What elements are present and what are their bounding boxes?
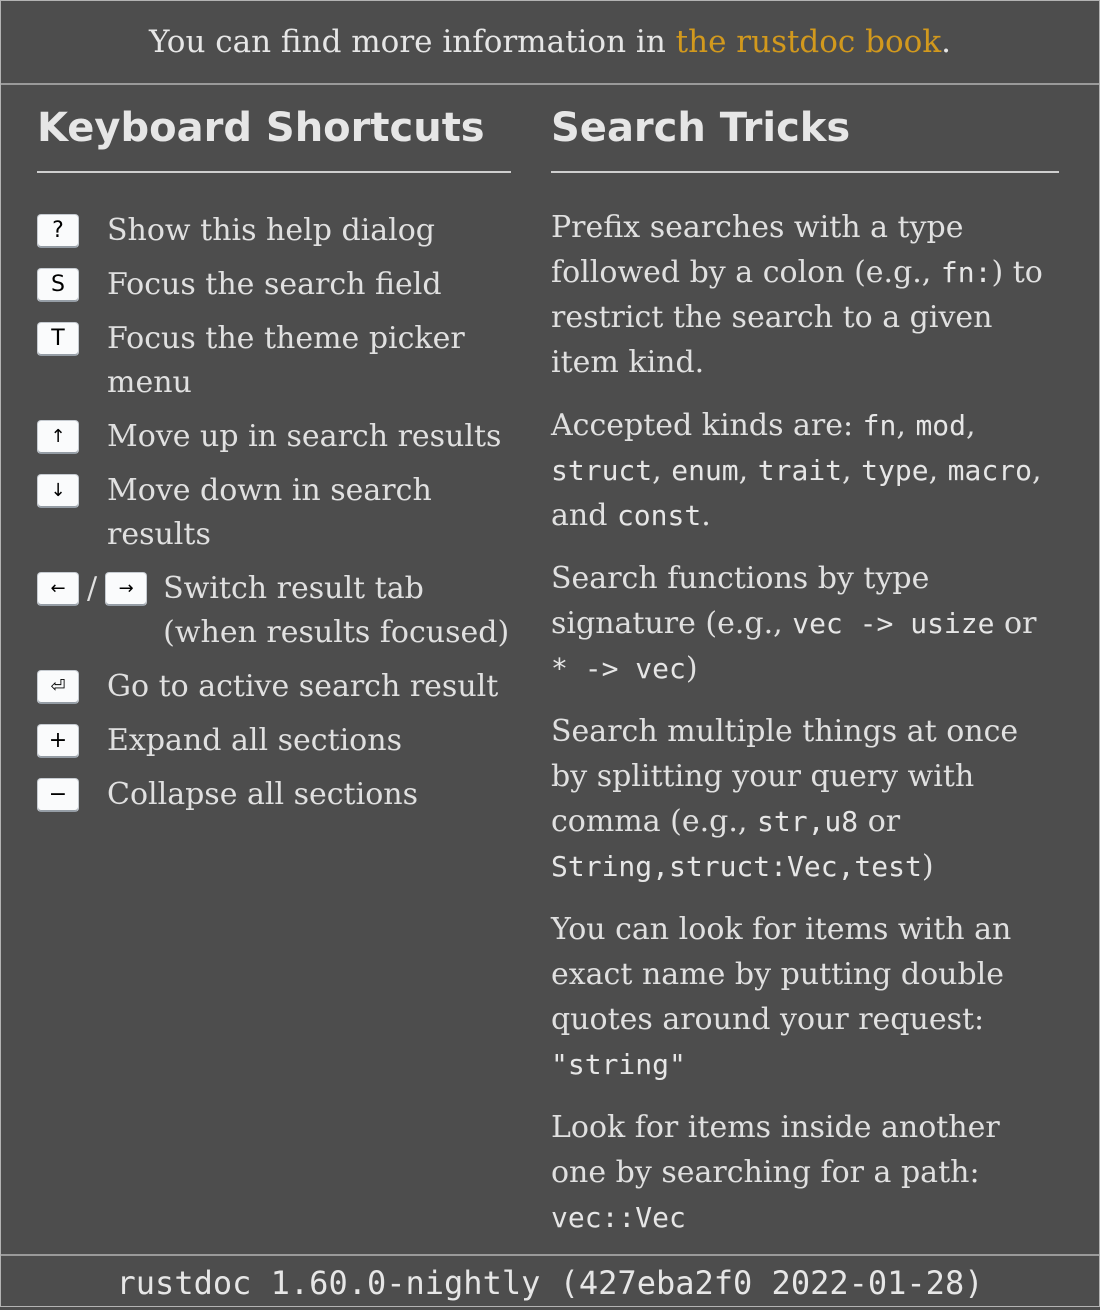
t-key: T <box>37 322 79 356</box>
question-key: ? <box>37 214 79 248</box>
code-snippet: fn: <box>940 256 992 289</box>
shortcut-label: Switch result tab (when results focused) <box>163 571 510 650</box>
minus-key: − <box>37 778 79 812</box>
shortcut-expand <box>37 719 511 763</box>
tip-type-prefix: Prefix searches with a type followed by a colon (e.g., fn:) to restrict the search to a given item kind. <box>551 210 1043 380</box>
code-snippet: enum <box>671 454 739 487</box>
shortcut-move-down <box>37 469 511 557</box>
arrow-down-key: ↓ <box>37 474 79 508</box>
arrow-right-key: → <box>105 572 147 606</box>
code-snippet: macro <box>947 454 1032 487</box>
code-snippet: vec -> usize <box>792 607 995 640</box>
code-snippet: type <box>861 454 929 487</box>
search-tricks-title: Search Tricks <box>551 85 1059 173</box>
tip-exact-name: You can look for items with an exact name by putting double quotes around your request: "string" <box>551 912 1012 1081</box>
keyboard-shortcuts-title: Keyboard Shortcuts <box>37 85 511 173</box>
enter-key: ⏎ <box>37 670 79 704</box>
search-tips <box>551 205 1059 1240</box>
shortcut-switch-tab <box>37 567 511 655</box>
keyboard-shortcuts-section <box>37 85 511 827</box>
shortcut-search <box>37 263 511 307</box>
key-separator: / <box>87 571 98 606</box>
shortcut-label: Expand all sections <box>107 723 402 758</box>
arrow-left-key: ← <box>37 572 79 606</box>
code-snippet: String,struct:Vec,test <box>551 850 922 883</box>
code-snippet: trait <box>757 454 843 487</box>
info-suffix: . <box>941 24 951 60</box>
shortcut-list <box>37 209 511 817</box>
code-snippet: fn <box>862 409 897 442</box>
code-snippet: const <box>616 499 702 532</box>
info-bar <box>1 1 1099 85</box>
shortcut-move-up <box>37 415 511 459</box>
code-snippet: struct <box>551 454 653 487</box>
tip-accepted-kinds: Accepted kinds are: fn, mod, struct, enum, trait, type, macro, and const. <box>551 408 1042 533</box>
shortcut-help <box>37 209 511 253</box>
shortcut-label: Move down in search results <box>107 473 432 552</box>
tip-type-signature: Search functions by type signature (e.g., vec -> usize or * -> vec) <box>551 561 1037 686</box>
shortcut-go-to-result <box>37 665 511 709</box>
s-key: S <box>37 268 79 302</box>
arrow-up-key: ↑ <box>37 420 79 454</box>
shortcut-theme <box>37 317 511 405</box>
info-text: You can find more information in <box>149 24 676 60</box>
tip-path-search: Look for items inside another one by searching for a path: vec::Vec <box>551 1110 1000 1234</box>
shortcut-label: Focus the theme picker menu <box>107 321 465 400</box>
shortcut-collapse <box>37 773 511 817</box>
plus-key: + <box>37 724 79 758</box>
tip-multiple-search: Search multiple things at once by splitting your query with comma (e.g., str,u8 or String,struct:Vec,test) <box>551 714 1019 884</box>
code-snippet: vec::Vec <box>551 1201 686 1234</box>
shortcut-label: Move up in search results <box>107 419 502 454</box>
rustdoc-book-link[interactable]: the rustdoc book <box>675 24 942 60</box>
search-tricks-section <box>551 85 1059 1258</box>
shortcut-label: Focus the search field <box>107 267 442 302</box>
version-footer: rustdoc 1.60.0-nightly (427eba2f0 2022-01-28) <box>1 1254 1099 1308</box>
shortcut-label: Collapse all sections <box>107 777 418 812</box>
code-snippet: mod <box>915 409 967 442</box>
code-snippet: str,u8 <box>757 805 859 838</box>
shortcut-label: Go to active search result <box>107 669 499 704</box>
code-snippet: * -> vec <box>551 652 686 685</box>
shortcut-label: Show this help dialog <box>107 213 436 248</box>
code-snippet: "string" <box>551 1048 686 1081</box>
